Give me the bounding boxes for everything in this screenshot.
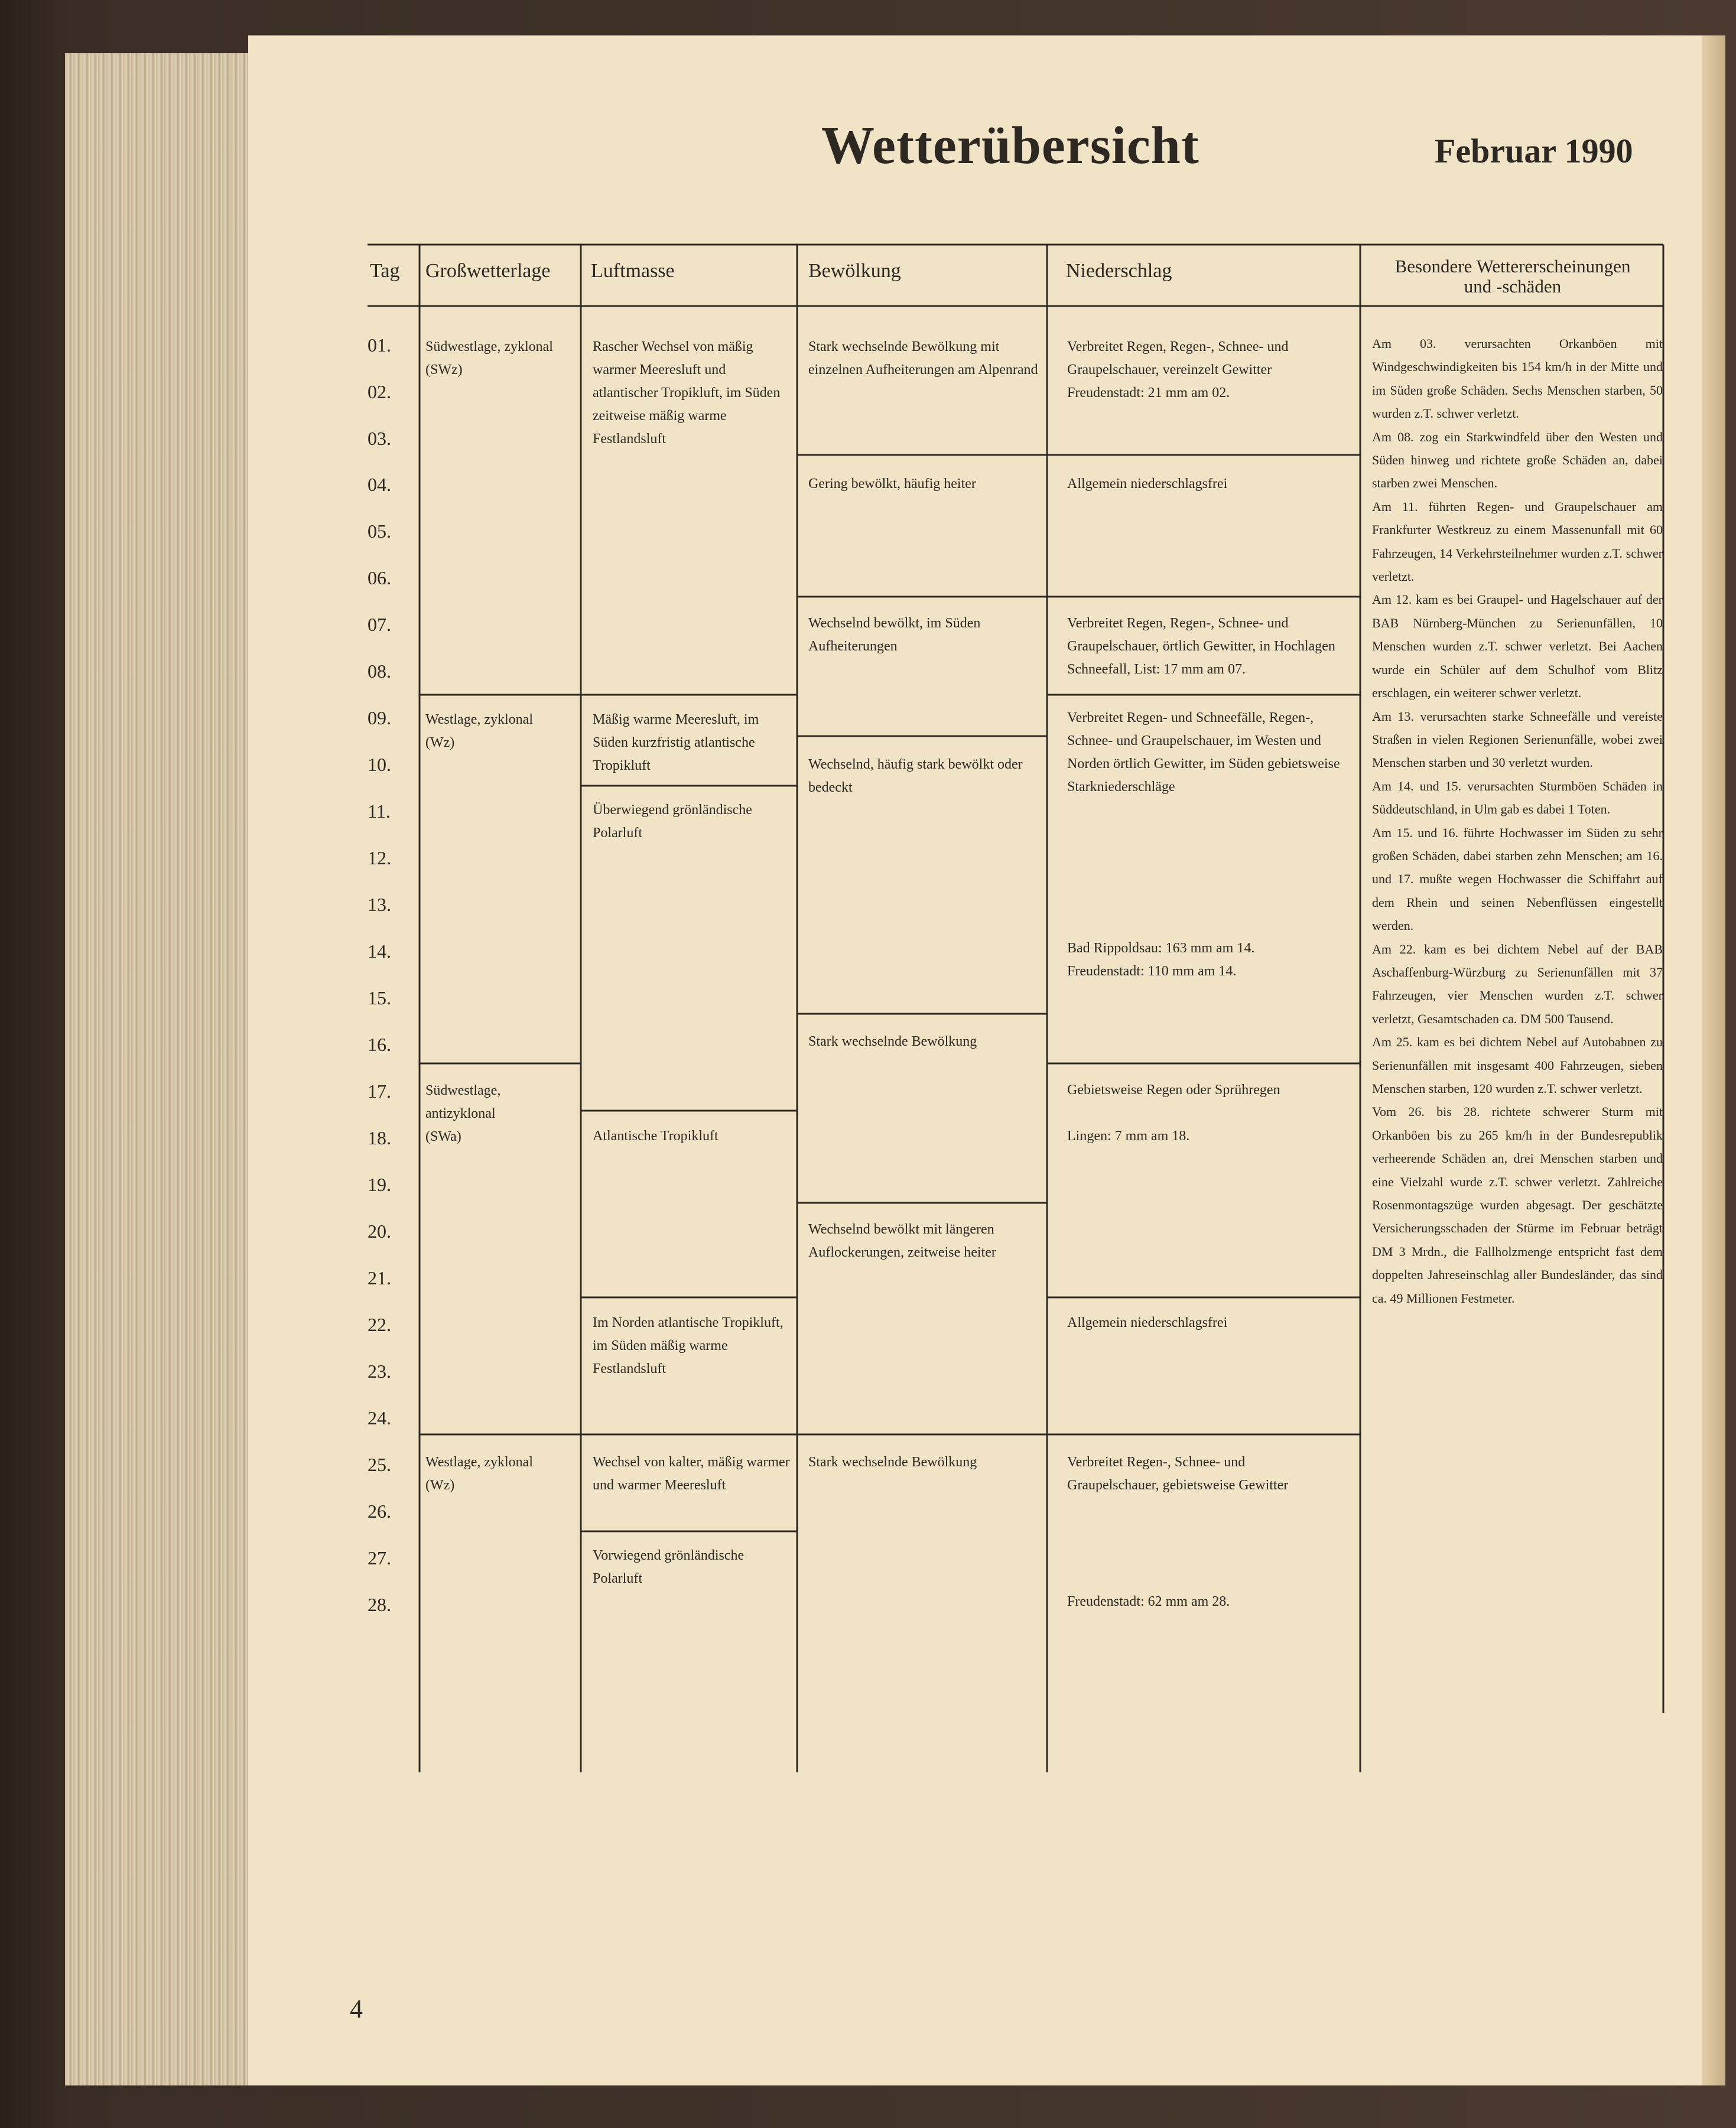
- luftmasse-cell: Überwiegend grönländische Polarluft: [593, 802, 752, 841]
- page-subtitle: Februar 1990: [1435, 132, 1633, 170]
- day-number: 16.: [368, 1034, 391, 1055]
- page-number: 4: [350, 1994, 363, 2023]
- luftmasse-cell: Vorwiegend grönländische Polarluft: [593, 1548, 745, 1586]
- luftmasse-cell: Atlantische Tropikluft: [593, 1128, 719, 1144]
- day-number: 05.: [368, 520, 391, 542]
- day-number: 13.: [368, 894, 391, 915]
- day-number: 28.: [368, 1594, 391, 1615]
- day-number: 24.: [368, 1407, 391, 1429]
- day-number: 07.: [368, 614, 391, 635]
- bewoelkung-cell: Stark wechselnde Bewölkung mit einzelnen Aufheiterungen am Alpenrand: [808, 339, 1038, 378]
- remark-paragraph: Am 25. kam es bei dichtem Nebel auf Autobahnen zu Serienunfällen mit insgesamt 400 Fahrzeugen, sieben Menschen starben, 120 wurden z.T. schwer verletzt.: [1372, 1034, 1663, 1096]
- day-number: 20.: [368, 1221, 391, 1242]
- niederschlag-cell: Bad Rippoldsau: 163 mm am 14. Freudenstadt: 110 mm am 14.: [1067, 941, 1255, 979]
- day-number: 21.: [368, 1267, 391, 1288]
- header-tag: Tag: [370, 260, 400, 282]
- remark-paragraph: Am 22. kam es bei dichtem Nebel auf der BAB Aschaffenburg-Würzburg zu Serienunfällen mit 37 Fahrzeugen, vier Menschen wurden z.T. schwer verletzt, Gesamtschaden ca. DM 500 Tausend.: [1372, 941, 1663, 1026]
- luftmasse-cell: Mäßig warme Meeresluft, im Süden kurzfristig atlantische Tropikluft: [593, 712, 759, 773]
- niederschlag-cell: Lingen: 7 mm am 18.: [1067, 1128, 1190, 1144]
- day-number: 12.: [368, 847, 391, 868]
- luftmasse-cell: Rascher Wechsel von mäßig warmer Meeresluft und atlantischer Tropikluft, im Süden zeitweise mäßig warme Festlandsluft: [593, 339, 781, 447]
- besondere-wettererscheinungen: [1372, 332, 1663, 1310]
- remark-paragraph: Am 11. führten Regen- und Graupelschauer am Frankfurter Westkreuz zu einem Massenunfall mit 60 Fahrzeugen, 14 Verkehrsteilnehmer wurden z.T. schwer verletzt.: [1372, 499, 1663, 584]
- bewoelkung-cell: Wechselnd bewölkt mit längeren Auflockerungen, zeitweise heiter: [808, 1222, 996, 1260]
- day-number: 08.: [368, 660, 391, 682]
- bewoelkung-cell: Stark wechselnde Bewölkung: [808, 1034, 977, 1049]
- bewoelkung-cell: Wechselnd bewölkt, im Süden Aufheiterungen: [808, 616, 981, 654]
- day-number: 15.: [368, 987, 391, 1008]
- niederschlag-cell: Verbreitet Regen-, Schnee- und Graupelschauer, gebietsweise Gewitter: [1067, 1455, 1289, 1493]
- remark-paragraph: Am 14. und 15. verursachten Sturmböen Schäden in Süddeutschland, in Ulm gab es dabei 1 Toten.: [1372, 778, 1663, 817]
- day-number: 25.: [368, 1454, 391, 1475]
- header-niederschlag: Niederschlag: [1066, 260, 1172, 282]
- remark-paragraph: Am 12. kam es bei Graupel- und Hagelschauer auf der BAB Nürnberg-München zu Serienunfällen, 10 Menschen wurden z.T. schwer verletzt. Bei Aachen wurde ein Schüler auf dem Schulhof vom Blitz erschlagen, ein weiterer schwer verletzt.: [1372, 592, 1663, 701]
- bewoelkung-cell: Gering bewölkt, häufig heiter: [808, 476, 976, 492]
- grosswetterlage-cell: Westlage, zyklonal (Wz): [425, 1455, 534, 1493]
- day-number: 26.: [368, 1501, 391, 1522]
- header-grosswetterlage: Großwetterlage: [425, 260, 551, 282]
- niederschlag-cell: Verbreitet Regen, Regen-, Schnee- und Graupelschauer, vereinzelt Gewitter Freudenstadt: 21 mm am 02.: [1067, 339, 1289, 401]
- remark-paragraph: Am 03. verursachten Orkanböen mit Windgeschwindigkeiten bis 154 km/h in der Mitte und im Süden große Schäden. Sechs Menschen starben, 50 wurden z.T. schwer verletzt.: [1372, 336, 1663, 421]
- header-luftmasse: Luftmasse: [591, 260, 675, 282]
- remark-paragraph: Am 15. und 16. führte Hochwasser im Süden zu sehr großen Schäden, dabei starben zehn Menschen; am 16. und 17. mußte wegen Hochwasser die Schiffahrt auf dem Rhein und seinen Nebenflüssen eingestellt werden.: [1372, 825, 1663, 933]
- header-besondere-line2: und -schäden: [1464, 276, 1562, 297]
- header-besondere: [1365, 256, 1660, 297]
- day-number: 22.: [368, 1314, 391, 1335]
- page-title: Wetterübersicht: [821, 116, 1199, 175]
- niederschlag-cell: Verbreitet Regen, Regen-, Schnee- und Graupelschauer, örtlich Gewitter, in Hochlagen Schneefall, List: 17 mm am 07.: [1067, 616, 1335, 677]
- day-number: 17.: [368, 1081, 391, 1102]
- niederschlag-cell: Allgemein niederschlagsfrei: [1067, 1315, 1228, 1330]
- remark-paragraph: Am 08. zog ein Starkwindfeld über den Westen und Süden hinweg und richtete große Schäden an, dabei starben zwei Menschen.: [1372, 429, 1663, 491]
- grosswetterlage-cell: Südwestlage, zyklonal (SWz): [425, 339, 553, 378]
- day-number: 11.: [368, 801, 391, 822]
- niederschlag-cell: Freudenstadt: 62 mm am 28.: [1067, 1594, 1230, 1609]
- day-number: 19.: [368, 1174, 391, 1195]
- bewoelkung-cell: Stark wechselnde Bewölkung: [808, 1455, 977, 1470]
- luftmasse-cell: Wechsel von kalter, mäßig warmer und warmer Meeresluft: [593, 1455, 790, 1493]
- day-number: 03.: [368, 428, 391, 449]
- day-number: 09.: [368, 707, 391, 728]
- day-number: 18.: [368, 1127, 391, 1148]
- day-number: 10.: [368, 754, 391, 775]
- grosswetterlage-cell: Westlage, zyklonal (Wz): [425, 712, 534, 750]
- day-number: 02.: [368, 381, 391, 402]
- header-bewoelkung: Bewölkung: [808, 260, 901, 282]
- bewoelkung-cell: Wechselnd, häufig stark bewölkt oder bedeckt: [808, 757, 1023, 795]
- day-number: 04.: [368, 474, 391, 495]
- niederschlag-cell: Verbreitet Regen- und Schneefälle, Regen-, Schnee- und Graupelschauer, im Westen und Norden örtlich Gewitter, im Süden gebietsweise Starkniederschläge: [1067, 710, 1340, 795]
- niederschlag-cell: Allgemein niederschlagsfrei: [1067, 476, 1228, 492]
- day-number: 23.: [368, 1361, 391, 1382]
- day-number: 06.: [368, 567, 391, 588]
- header-besondere-line1: Besondere Wettererscheinungen: [1394, 256, 1631, 276]
- day-number: 01.: [368, 334, 391, 356]
- remark-paragraph: Vom 26. bis 28. richtete schwerer Sturm mit Orkanböen bis zu 265 km/h in der Bundesrepublik verheerende Schäden an, drei Menschen starben und eine Vielzahl wurde z.T. schwer verletzt. Zahlreiche Rosenmontagszüge wurden abgesagt. Der geschätzte Versicherungsschaden der Stürme im Februar beträgt DM 3 Mrdn., die Fallholzmenge entspricht fast dem doppelten Jahreseinschlag aller Bundesländer, das sind ca. 49 Millionen Festmeter.: [1372, 1104, 1663, 1306]
- niederschlag-cell: Gebietsweise Regen oder Sprühregen: [1067, 1082, 1280, 1098]
- remark-paragraph: Am 13. verursachten starke Schneefälle und vereiste Straßen in vielen Regionen Serienunfälle, wobei zwei Menschen starben und 30 verletzt wurden.: [1372, 708, 1663, 770]
- day-number: 27.: [368, 1547, 391, 1569]
- grosswetterlage-cell: Südwestlage, antizyklonal (SWa): [425, 1083, 501, 1144]
- luftmasse-cell: Im Norden atlantische Tropikluft, im Süden mäßig warme Festlandsluft: [593, 1315, 784, 1377]
- day-number: 14.: [368, 941, 391, 962]
